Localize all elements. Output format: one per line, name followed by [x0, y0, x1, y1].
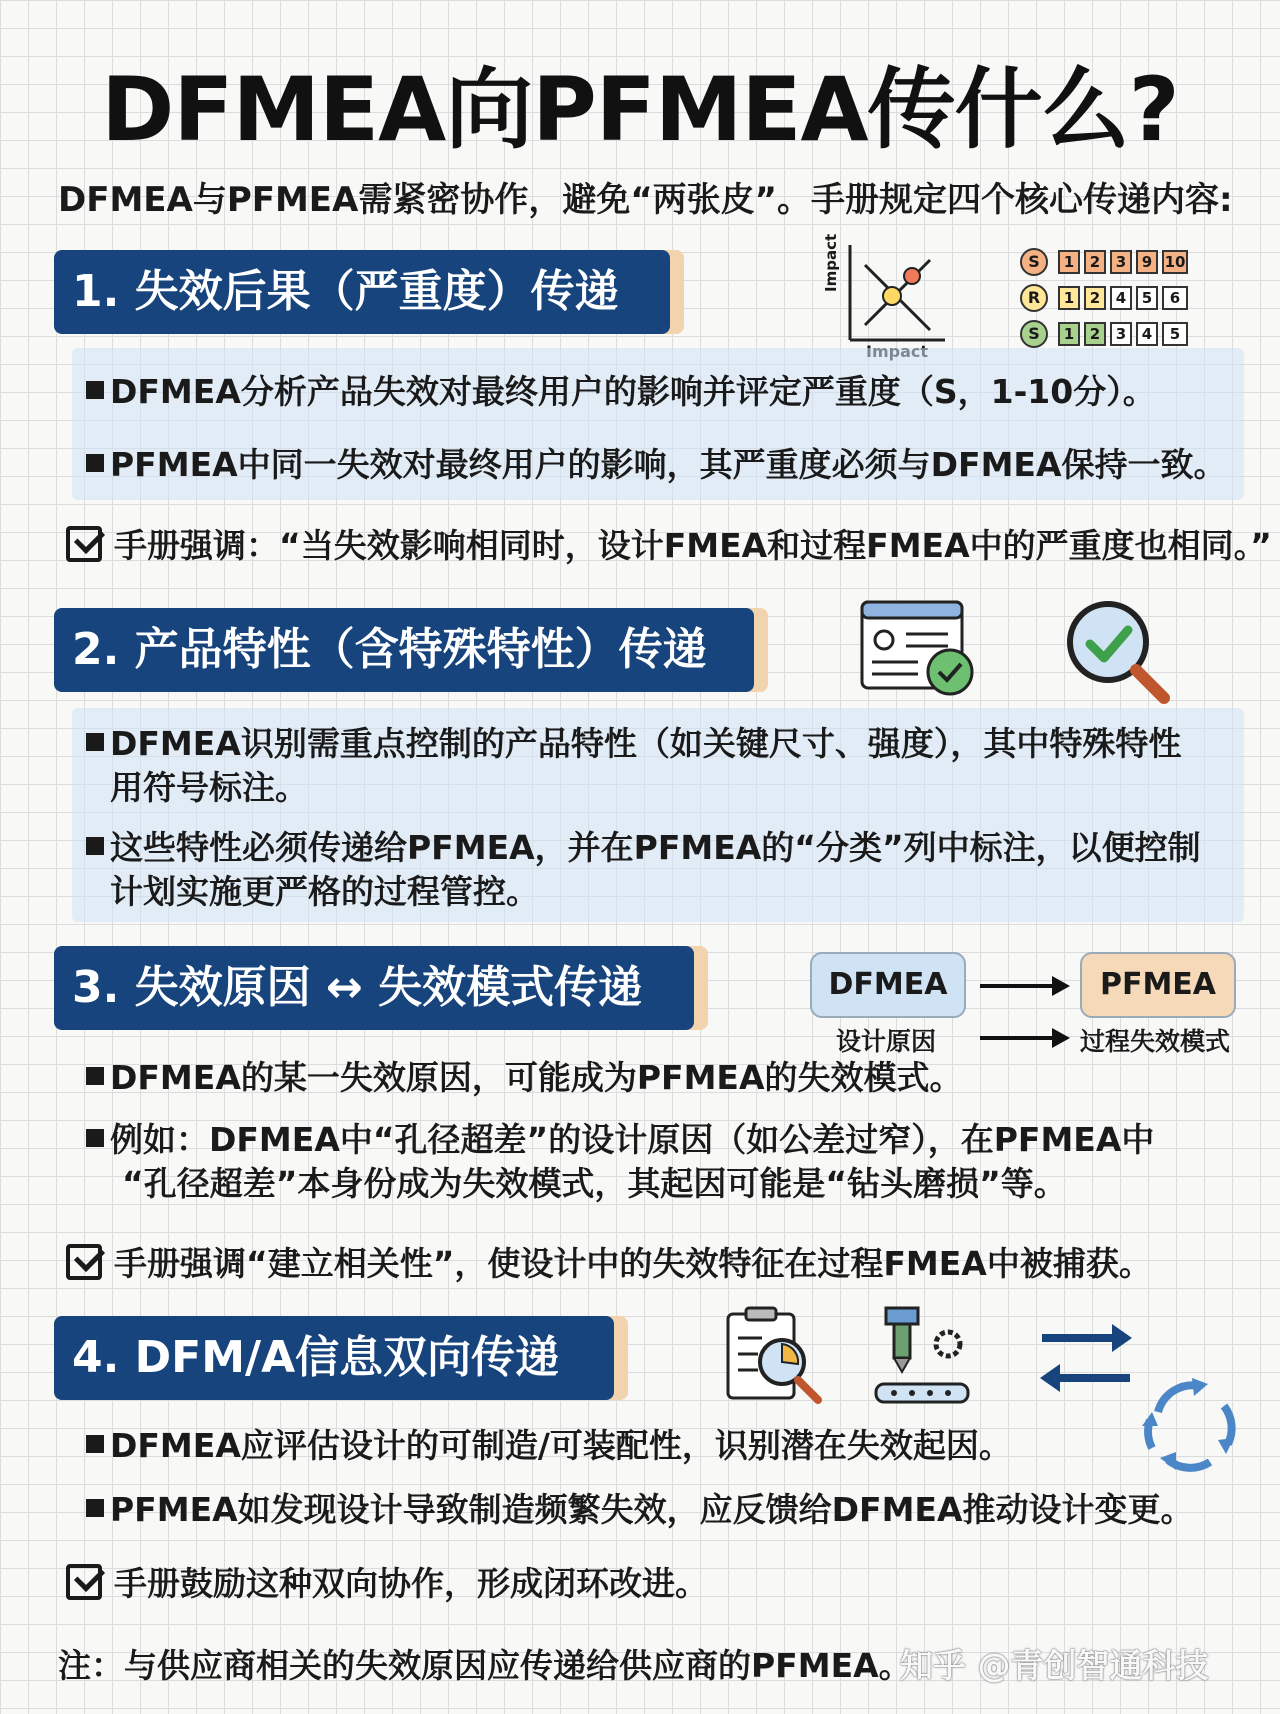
rating-cell: 2	[1084, 250, 1106, 274]
rating-cell: 4	[1136, 322, 1158, 346]
watermark: 知乎 @青创智通科技	[900, 1646, 1209, 1685]
section-4-bullet-2: PFMEA如发现设计导致制造频繁失效，应反馈给DFMEA推动设计变更。	[86, 1488, 1194, 1532]
rating-scale	[1020, 248, 1188, 348]
rating-cell: 1	[1058, 286, 1080, 310]
rating-row-r	[1020, 284, 1188, 312]
checkbox-icon	[66, 526, 102, 562]
section-2-heading: 2. 产品特性（含特殊特性）传递	[54, 608, 754, 692]
footer-note: 注：与供应商相关的失效原因应传递给供应商的PFMEA。	[58, 1646, 912, 1685]
rating-cell: 3	[1110, 250, 1132, 274]
rating-letter: R	[1020, 284, 1048, 312]
rating-cell: 4	[1110, 286, 1132, 310]
bidirectional-arrows-icon	[1036, 1318, 1136, 1398]
rating-cell: 3	[1110, 322, 1132, 346]
section-3-heading: 3. 失效原因 ↔ 失效模式传递	[54, 946, 694, 1030]
flow-pfmea-box: PFMEA	[1080, 952, 1236, 1018]
section-4-heading: 4. DFM/A信息双向传递	[54, 1316, 614, 1400]
rating-cell: 2	[1084, 322, 1106, 346]
rating-letter: S	[1020, 320, 1048, 348]
rating-letter: S	[1020, 248, 1048, 276]
clipboard-analysis-icon	[722, 1304, 826, 1408]
section-1-note: 手册强调：“当失效影响相同时，设计FMEA和过程FMEA中的严重度也相同。”	[66, 520, 1272, 567]
rating-cell: 1	[1058, 250, 1080, 274]
page-subtitle: DFMEA与PFMEA需紧密协作，避免“两张皮”。手册规定四个核心传递内容:	[58, 180, 1233, 220]
settings-window-icon	[858, 598, 982, 702]
rating-row-s	[1020, 248, 1188, 276]
section-1-bullet-1: DFMEA分析产品失效对最终用户的影响并评定严重度（S，1-10分）。	[86, 370, 1156, 414]
section-2-bullet-1: DFMEA识别需重点控制的产品特性（如关键尺寸、强度），其中特殊特性 用符号标注。	[86, 722, 1181, 810]
chart-y-label: Impact	[822, 233, 840, 292]
manufacturing-machine-icon	[872, 1304, 972, 1408]
cycle-arrows-icon	[1138, 1376, 1244, 1474]
rating-cell: 2	[1084, 286, 1106, 310]
rating-cell: 1	[1058, 322, 1080, 346]
flow-dfmea-box: DFMEA	[810, 952, 966, 1018]
flow-to-label: 过程失效模式	[1080, 1027, 1231, 1056]
section-1-heading: 1. 失效后果（严重度）传递	[54, 250, 670, 334]
section-3-note: 手册强调“建立相关性”，使设计中的失效特征在过程FMEA中被捕获。	[66, 1238, 1152, 1285]
section-4-bullet-1: DFMEA应评估设计的可制造/可装配性，识别潜在失效起因。	[86, 1424, 1012, 1468]
section-3-bullet-2: 例如：DFMEA中“孔径超差”的设计原因（如公差过窄），在PFMEA中 “孔径超差”本身份成为失效模式，其起因可能是“钻头磨损”等。	[86, 1118, 1154, 1206]
section-1-bullet-2: PFMEA中同一失效对最终用户的影响，其严重度必须与DFMEA保持一致。	[86, 443, 1227, 487]
section-3-bullet-1: DFMEA的某一失效原因，可能成为PFMEA的失效模式。	[86, 1056, 963, 1100]
flow-arrow-icon	[980, 1036, 1064, 1040]
rating-cell: 5	[1136, 286, 1158, 310]
checkbox-icon	[66, 1564, 102, 1600]
flow-arrow-icon	[980, 984, 1064, 988]
rating-cell: 10	[1162, 250, 1188, 274]
rating-row-s2	[1020, 320, 1188, 348]
page-title: DFMEA向PFMEA传什么?	[101, 58, 1179, 161]
section-4-note: 手册鼓励这种双向协作，形成闭环改进。	[66, 1558, 708, 1605]
rating-cell: 9	[1136, 250, 1158, 274]
rating-cell: 6	[1162, 286, 1188, 310]
flow-from-label: 设计原因	[836, 1027, 937, 1056]
checkbox-icon	[66, 1244, 102, 1280]
magnifier-check-icon	[1064, 598, 1174, 706]
section-2-bullet-2: 这些特性必须传递给PFMEA，并在PFMEA的“分类”列中标注，以便控制 计划实施更严格的过程管控。	[86, 826, 1201, 914]
rating-cell: 5	[1162, 322, 1188, 346]
